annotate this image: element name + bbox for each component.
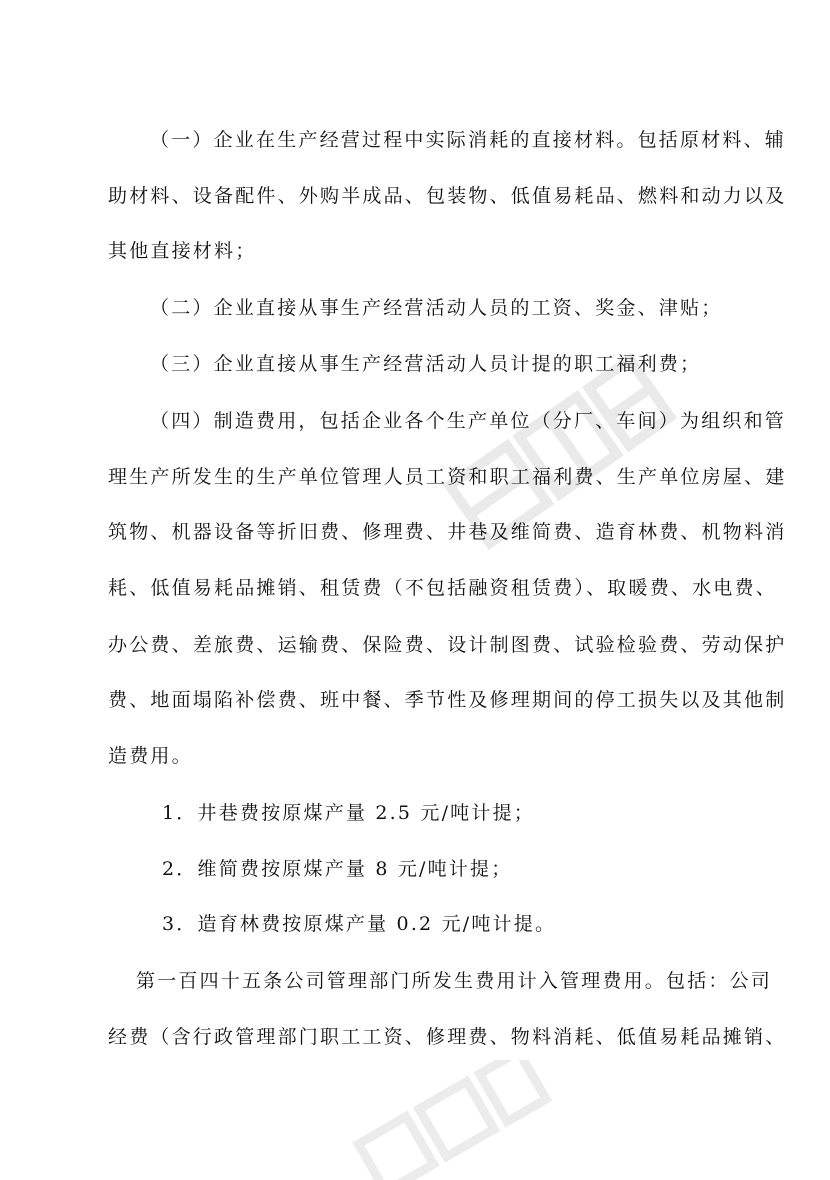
paragraph-4-line-2: 理生产所发生的生产单位管理人员工资和职工福利费、生产单位房屋、建 — [108, 466, 787, 488]
paragraph-4-line-6: 费、地面塌陷补偿费、班中餐、季节性及修理期间的停工损失以及其他制 — [108, 689, 787, 711]
watermark-logo-bottom — [330, 1060, 590, 1180]
paragraph-3: （三）企业直接从事生产经营活动人员计提的职工福利费； — [150, 353, 702, 375]
paragraph-4-line-7: 造费用。 — [108, 745, 193, 767]
paragraph-4-line-3: 筑物、机器设备等折旧费、修理费、井巷及维简费、造育林费、机物料消 — [108, 521, 787, 543]
paragraph-4-line-5: 办公费、差旅费、运输费、保险费、设计制图费、试验检验费、劳动保护 — [108, 634, 787, 656]
article-145-line-2: 经费（含行政管理部门职工工资、修理费、物料消耗、低值易耗品摊销、 — [108, 1026, 787, 1048]
paragraph-1-line-2: 助材料、设备配件、外购半成品、包装物、低值易耗品、燃料和动力以及 — [108, 185, 787, 207]
paragraph-4-line-1: （四）制造费用，包括企业各个生产单位（分厂、车间）为组织和管 — [150, 410, 787, 432]
paragraph-2: （二）企业直接从事生产经营活动人员的工资、奖金、津贴； — [150, 297, 723, 319]
paragraph-1-line-1: （一）企业在生产经营过程中实际消耗的直接材料。包括原材料、辅 — [150, 129, 787, 151]
paragraph-4-line-4: 耗、低值易耗品摊销、租赁费（不包括融资租赁费）、取暖费、水电费、 — [108, 577, 777, 599]
article-145-line-1: 第一百四十五条公司管理部门所发生费用计入管理费用。包括：公司 — [136, 970, 773, 992]
paragraph-1-line-3: 其他直接材料； — [108, 240, 257, 262]
list-item-3: 3．造育林费按原煤产量 0.2 元/吨计提。 — [162, 913, 557, 935]
list-item-2: 2．维简费按原煤产量 8 元/吨计提； — [162, 858, 513, 880]
list-item-1: 1．井巷费按原煤产量 2.5 元/吨计提； — [162, 802, 535, 824]
